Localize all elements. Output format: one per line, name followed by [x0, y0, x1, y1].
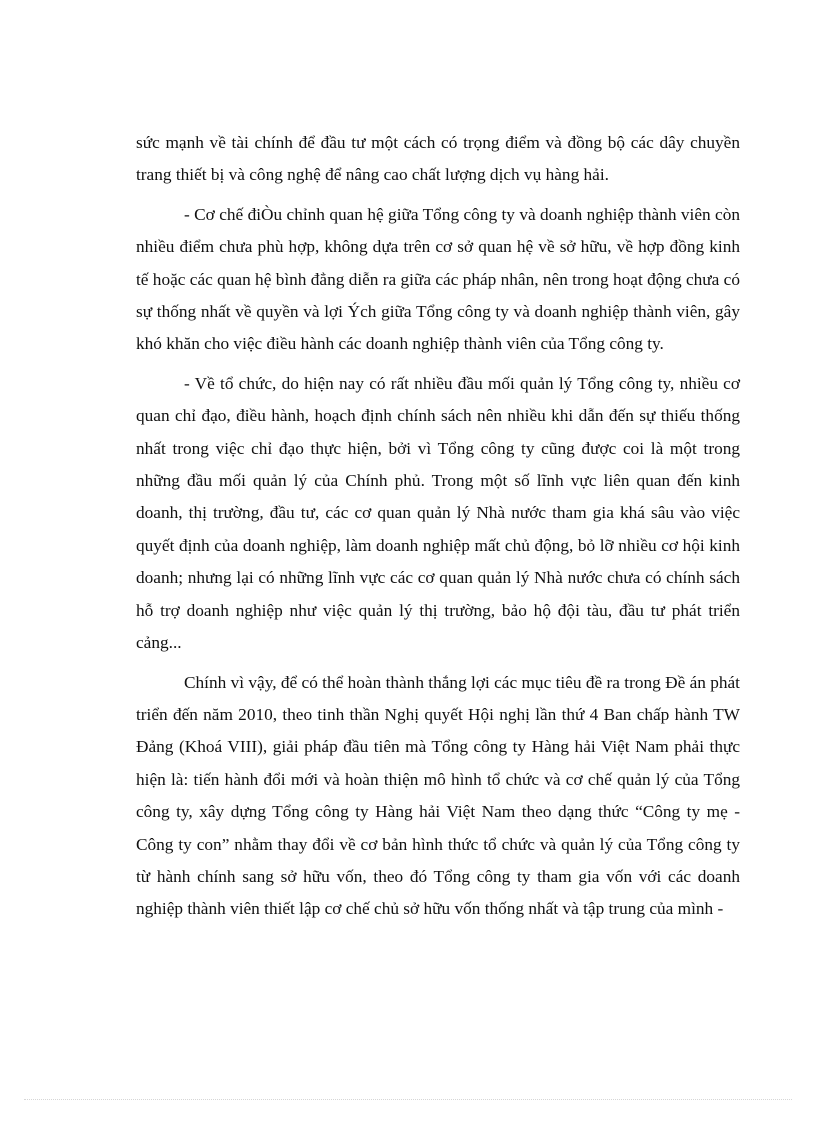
paragraph-conclusion: Chính vì vậy, để có thể hoàn thành thắng lợi các mục tiêu đề ra trong Đề án phát triển đến năm 2010, theo tinh thần Nghị quyết Hội nghị lần thứ 4 Ban chấp hành TW Đảng (Khoá VIII), giải pháp đầu tiên mà Tổng công ty Hàng hải Việt Nam phải thực hiện là: tiến hành đổi mới và hoàn thiện mô hình tổ chức và cơ chế quản lý của Tổng công ty, xây dựng Tổng công ty Hàng hải Việt Nam theo dạng thức “Công ty mẹ - Công ty con” nhằm thay đổi về cơ bản hình thức tổ chức và quản lý của Tổng công ty từ hành chính sang sở hữu vốn, theo đó Tổng công ty tham gia vốn với các doanh nghiệp thành viên thiết lập cơ chế chủ sở hữu vốn thống nhất và tập trung của mình - [136, 672, 740, 919]
paragraph-continuation: sức mạnh về tài chính để đầu tư một cách có trọng điểm và đồng bộ các dây chuyền trang thiết bị và công nghệ để nâng cao chất lượng dịch vụ hàng hải. [136, 133, 740, 185]
paragraph-coordination-mechanism: - Cơ chế điÒu chỉnh quan hệ giữa Tổng công ty và doanh nghiệp thành viên còn nhiều điểm chưa phù hợp, không dựa trên cơ sở quan hệ về sở hữu, về hợp đồng kinh tế hoặc các quan hệ bình đẳng diễn ra giữa các pháp nhân, nên trong hoạt động chưa có sự thống nhất về quyền và lợi Ých giữa Tổng công ty và doanh nghiệp thành viên, gây khó khăn cho việc điều hành các doanh nghiệp thành viên của Tổng công ty. [136, 204, 740, 354]
page-bottom-divider [24, 1099, 792, 1100]
paragraph-organization: - Về tổ chức, do hiện nay có rất nhiều đầu mối quản lý Tổng công ty, nhiều cơ quan chỉ đạo, điều hành, hoạch định chính sách nên nhiều khi dẫn đến sự thiếu thống nhất trong việc chỉ đạo thực hiện, bởi vì Tổng công ty cũng được coi là một trong những đầu mối quản lý của Chính phủ. Trong một số lĩnh vực liên quan đến kinh doanh, thị trường, đầu tư, các cơ quan quản lý Nhà nước tham gia khá sâu vào việc quyết định của doanh nghiệp, làm doanh nghiệp mất chủ động, bỏ lỡ nhiều cơ hội kinh doanh; nhưng lại có những lĩnh vực các cơ quan quản lý Nhà nước chưa có chính sách hỗ trợ doanh nghiệp như việc quản lý thị trường, bảo hộ đội tàu, đầu tư phát triển cảng... [136, 373, 740, 653]
document-body [136, 127, 740, 933]
